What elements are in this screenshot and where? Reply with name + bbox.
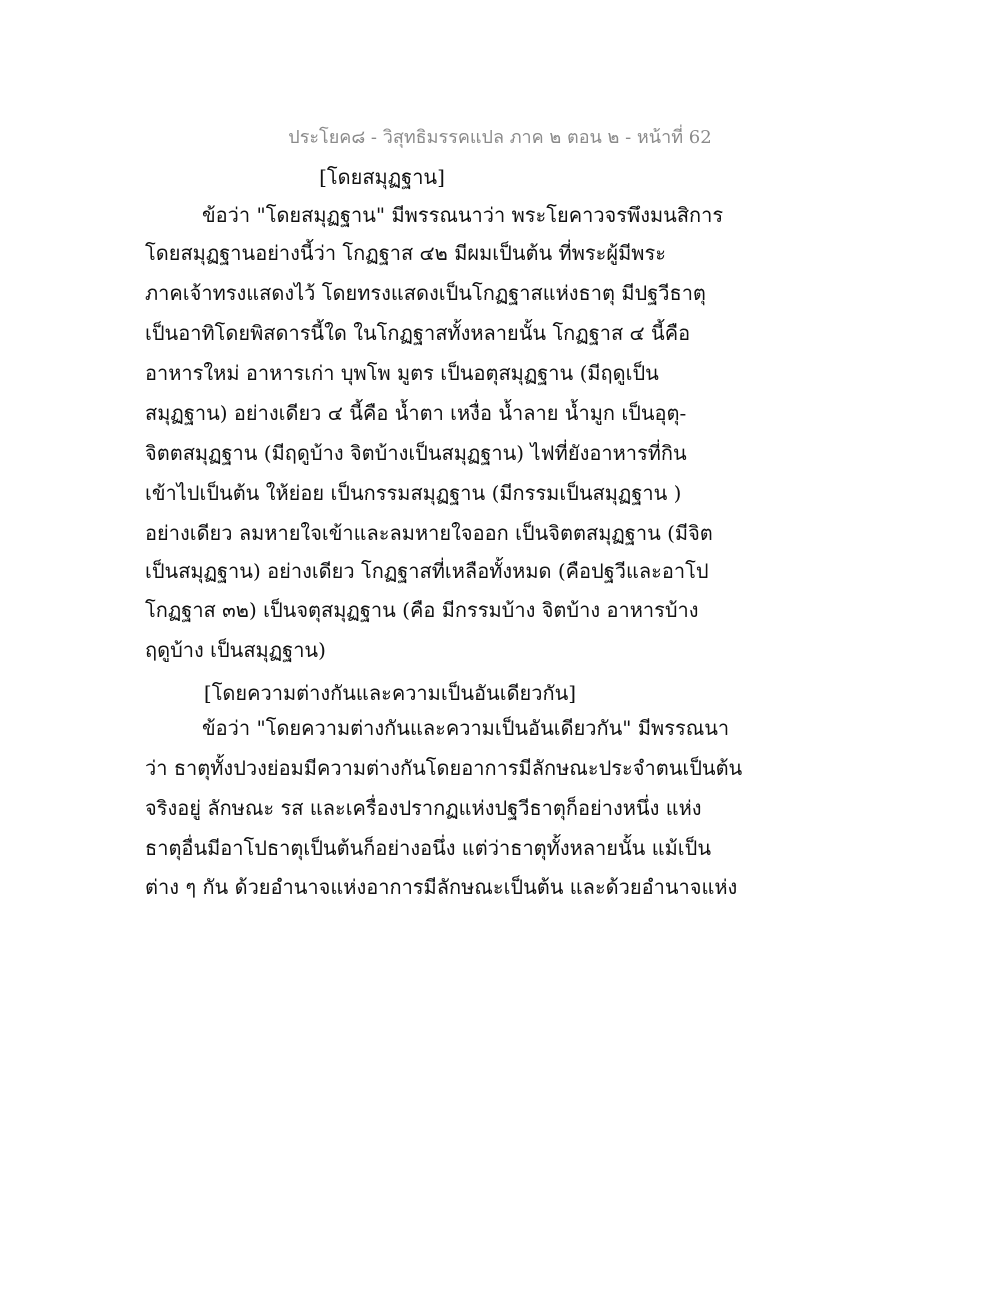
paragraph-line: สมุฏฐาน) อย่างเดียว ๔ นี้คือ น้ำตา เหงื่อ น้ำลาย น้ำมูก เป็นอุตุ- — [145, 401, 687, 425]
paragraph-line: ข้อว่า "โดยสมุฏฐาน" มีพรรณนาว่า พระโยคาวจรพึงมนสิการ — [202, 203, 724, 227]
paragraph-line: ข้อว่า "โดยความต่างกันและความเป็นอันเดียวกัน" มีพรรณนา — [202, 716, 730, 740]
paragraph-line: จิตตสมุฏฐาน (มีฤดูบ้าง จิตบ้างเป็นสมุฏฐาน) ไฟที่ยังอาหารที่กิน — [145, 441, 687, 465]
paragraph-line: อาหารใหม่ อาหารเก่า บุพโพ มูตร เป็นอตุสมุฏฐาน (มีฤดูเป็น — [145, 361, 659, 385]
paragraph-line: เป็นสมุฏฐาน) อย่างเดียว โกฏฐาสที่เหลือทั้งหมด (คือปฐวีและอาโป — [145, 559, 709, 583]
paragraph-line: ว่า ธาตุทั้งปวงย่อมมีความต่างกันโดยอาการมีลักษณะประจำตนเป็นต้น — [145, 756, 743, 780]
running-header — [0, 122, 1000, 151]
section-heading: [โดยความต่างกันและความเป็นอันเดียวกัน] — [203, 681, 577, 705]
paragraph-line: จริงอยู่ ลักษณะ รส และเครื่องปรากฏแห่งปฐวีธาตุก็อย่างหนึ่ง แห่ง — [145, 796, 702, 820]
paragraph-line: โดยสมุฏฐานอย่างนี้ว่า โกฏฐาส ๔๒ มีผมเป็นต้น ที่พระผู้มีพระ — [145, 241, 666, 265]
paragraph-line: ภาคเจ้าทรงแสดงไว้ โดยทรงแสดงเป็นโกฏฐาสแห่งธาตุ มีปฐวีธาตุ — [145, 281, 706, 305]
paragraph-line: อย่างเดียว ลมหายใจเข้าและลมหายใจออก เป็นจิตตสมุฏฐาน (มีจิต — [145, 521, 713, 545]
paragraph-line: เข้าไปเป็นต้น ให้ย่อย เป็นกรรมสมุฏฐาน (มีกรรมเป็นสมุฏฐาน ) — [145, 481, 682, 505]
section-heading: [โดยสมุฏฐาน] — [319, 165, 445, 189]
running-header-text: ประโยค๘ - วิสุทธิมรรคแปล ภาค ๒ ตอน ๒ - หน้าที่ 62 — [288, 127, 712, 148]
paragraph-line: ต่าง ๆ กัน ด้วยอำนาจแห่งอาการมีลักษณะเป็นต้น และด้วยอำนาจแห่ง — [145, 875, 738, 899]
paragraph-line: ฤดูบ้าง เป็นสมุฏฐาน) — [145, 638, 326, 662]
paragraph-line: ธาตุอื่นมีอาโปธาตุเป็นต้นก็อย่างอนึ่ง แต่ว่าธาตุทั้งหลายนั้น แม้เป็น — [145, 836, 711, 860]
paragraph-line: เป็นอาทิโดยพิสดารนี้ใด ในโกฏฐาสทั้งหลายนั้น โกฏฐาส ๔ นี้คือ — [145, 321, 691, 345]
paragraph-line: โกฏฐาส ๓๒) เป็นจตุสมุฏฐาน (คือ มีกรรมบ้าง จิตบ้าง อาหารบ้าง — [145, 598, 699, 622]
